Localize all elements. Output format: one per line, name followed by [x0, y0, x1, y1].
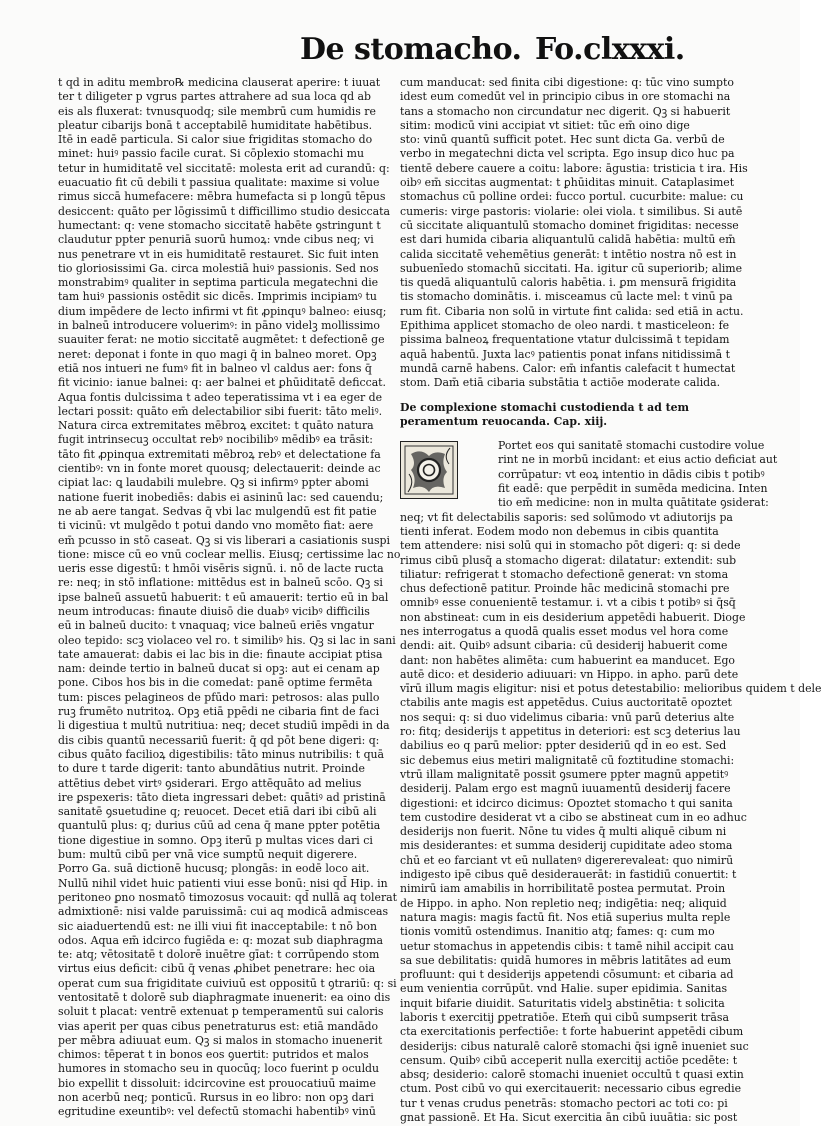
text-line: tum: pisces pelagineos de pfūdo mari: petrosos: alas pullo: [58, 690, 380, 704]
text-line: natione fuerit inobediēs: dabis ei asininū lac: sed cauendu;: [58, 490, 384, 504]
text-line: sitim: modicū vini accipiat vt sitiet: tūc em̄ oino dige: [400, 118, 690, 132]
text-line: rimus siccā humefacere: mēbra humefacta si p longū tēpus: [58, 190, 386, 204]
text-line: nos sequi: q: si duo videlimus cibaria: vnū parū deterius alte: [400, 710, 735, 724]
text-line: aquā habentū. Juxta lacꝰ patientis ponat infans nitidissimā t: [400, 347, 731, 361]
text-line: censum. Quibꝰ cibū acceperit nulla exercitij actiōe pcedēte: t: [400, 1053, 738, 1067]
chapter-heading-line: peramentum reuocanda. Cap. xiij.: [400, 414, 608, 428]
running-title: De stomacho.: [300, 32, 522, 67]
text-line: digestioni: et idcirco dicimus: Opoztet stomacho t qui sanita: [400, 796, 733, 810]
text-line: tionis vomitū ostendimus. Inanitio atq; fames: q: cum mo: [400, 925, 715, 939]
text-line: nes interrogatus a quodā qualis esset modus vel hora come: [400, 624, 729, 638]
text-line: tienti inferat. Eodem modo non debemus in cibis quantita: [400, 524, 719, 538]
text-line: stomachus cū polline ordei: fucco portul. cucurbite: malue: cu: [400, 190, 744, 204]
text-line: virtus eius deficit: cibū q̄ venas ꝓhibet penetrare: hec oia: [58, 962, 376, 976]
text-line: humores in stomacho seu in quocūq; loco fuerint p oculdu: [58, 1062, 380, 1076]
paragraph-gap: [400, 391, 743, 401]
chapter-heading: [400, 401, 743, 430]
text-line: tiliatur: refrigerat t stomacho defectionē generat: vn stoma: [400, 567, 729, 581]
text-line: tetur in humiditatē vel siccitatē: molesta erit ad curandū: q:: [58, 161, 390, 175]
text-line: vias aperit per quas cibus penetraturus est: etiā mandādo: [58, 1019, 379, 1033]
text-line: absq; desiderio: calorē stomachi inueniet occultū t quasi extin: [400, 1068, 744, 1082]
text-line: Portet eos qui sanitatē stomachi custodire volue: [498, 439, 765, 453]
text-line: tione digestiue in somno. Opꝫ iterū p multas vices dari ci: [58, 833, 373, 847]
text-line: desiccent: quāto per lōgissimū t difficillimo studio desiccata: [58, 204, 390, 218]
text-line: gnat passionē. Et Ha. Sicut exercitia ān cibū iuuātia: sic post: [400, 1111, 738, 1125]
text-line: to dure t tarde digerit: tanto abundātius nutrit. Proinde: [58, 762, 365, 776]
text-line: rum fit. Cibaria non solū in virtute fint calida: sed etiā in actu.: [400, 304, 744, 318]
text-line: eū in balneū ducito: t vnaquaq; vice balneū eriēs vngatur: [58, 619, 374, 633]
text-line: tio em̄ medicine: non in multa quātitate ꝯsiderat:: [498, 496, 769, 510]
text-line: dis cibis quantū necessariū fuerit: q̄ qd pōt bene digeri: q:: [58, 733, 380, 747]
text-line: stom. Dam̄ etiā cibaria substātia t actiōe moderate calida.: [400, 376, 721, 390]
text-line: est dari humida cibaria aliquantulū calidā habētia: multū em̄: [400, 233, 736, 247]
left-text-column: [58, 76, 401, 1120]
text-line: pissima balneoꝝ frequentatione vtatur dulcissimā t tepidam: [400, 333, 730, 347]
text-line: autē dico: et desiderio adiuuari: vn Hippo. in apho. parū dete: [400, 667, 739, 681]
text-line: minet: huiꝰ passio facile curat. Si cōplexio stomachi mu: [58, 147, 365, 161]
text-line: eis als fluxerat: tvnusquodq; sile membrū cum humidis re: [58, 104, 376, 118]
text-line: verbo in megatechni dicta vel scripta. Ego insup dico huc pa: [400, 147, 735, 161]
text-line: ne ab aere tangat. Sedvas q̄ vbi lac mulgendū est fit patie: [58, 504, 377, 518]
text-line: Natura circa extremitates mēbroꝝ excitet: t quāto natura: [58, 419, 374, 433]
text-line: tur t venas crudus penetrās: stomacho pectori ac toti co: pi: [400, 1096, 728, 1110]
chapter-heading-line: De complexione stomachi custodienda t ad tem: [400, 400, 690, 414]
text-line: laboris t exercitij ꝑpetratiōe. Etem̄ qui cibū sumpserit trāsa: [400, 1011, 729, 1024]
text-line: fit eadē: que perpēdit in sumēda medicina. Inten: [498, 482, 768, 496]
text-line: re: neq; in stō inflatione: mittēdus est in balneū scōo. Qꝫ si: [58, 576, 383, 590]
text-line: mis desiderantes: et summa desiderij cupiditate adeo stoma: [400, 839, 733, 853]
text-line: tans a stomacho non circundatur nec digerit. Qꝫ si habuerit: [400, 104, 731, 118]
text-line: Nullū nihil videt huic patienti viui esse bonū: nisi qd̄ Hip. in: [58, 876, 388, 890]
text-line: fit vicinio: ianue balnei: q: aer balnei et ꝑhūiditatē deficcat.: [58, 376, 387, 390]
text-line: non abstineat: cum in eis desiderium appetēdi habuerit. Dioge: [400, 610, 746, 624]
text-line: bum: multū cibū per vnā vice sumptū nequit digerere.: [58, 848, 358, 862]
decorated-initial-o: [400, 441, 458, 499]
text-line: nus penetrare vt in eis humiditatē restauret. Sic fuit inten: [58, 247, 379, 261]
text-line: chū et eo farciant vt eū nullatenꝰ digererevaleat: quo nimirū: [400, 853, 734, 867]
text-line: sic aiaduertendū est: ne illi viui fit inacceptabile: t nō bon: [58, 919, 377, 933]
text-line: pleatur cibarijs bonā t acceptabilē humiditate habētibus.: [58, 118, 373, 132]
text-line: nimirū iam amabilis in horribilitatē postea permutat. Proin: [400, 882, 726, 896]
text-line: soluit t placat: ventrē extenuat p temperamentū sui caloris: [58, 1005, 384, 1019]
text-line: ueris esse digestū: t hmōi visēris signū. i. nō de lacte ructa: [58, 562, 384, 576]
text-line: cibus quāto facilioꝝ digestibilis: tāto minus nutribilis: t quā: [58, 747, 385, 761]
text-line: sic debemus eius metiri malignitatē cū foztitudine stomachi:: [400, 753, 735, 767]
text-line: per mēbra adiuuat eum. Qꝫ si malos in stomacho inuenerit: [58, 1033, 383, 1047]
text-line: bio expellit t dissoluit: idcircovine est prouocatiuū maime: [58, 1076, 376, 1090]
text-line: peritoneo ꝑno nosmatō timozosus vocauit: qd̄ nullā aq tolerat: [58, 890, 398, 904]
text-line: rimus cibū plusq̄ a stomacho digerat: dilatatur: extendit: sub: [400, 553, 737, 567]
text-line: ipse balneū assuetū habuerit: t eū amauerit: tertio eū in bal: [58, 590, 389, 604]
text-line: desiderijs non fuerit. Nōne tu vides q̄ multi aliquē cibum ni: [400, 825, 727, 839]
text-line: Aqua fontis dulcissima t adeo teperatissima vt i ea eger de: [58, 390, 383, 404]
text-line: de Hippo. in apho. Non repletio neq; indigētia: neq; aliquid: [400, 896, 727, 910]
text-line: tis stomacho dominātis. i. misceamus cū lacte mel: t vinū pa: [400, 290, 733, 304]
text-line: euacuatio fit cū debili t passiua qualitate: maxime si volue: [58, 176, 380, 190]
text-line: tione: misce cū eo vnū coclear mellis. Eiusq; certissime lac no: [58, 547, 401, 561]
text-line: cum manducat: sed finita cibi digestione: q: tūc vino sumpto: [400, 76, 734, 89]
text-line: ctabilis ante magis est appetēdus. Cuius auctoritatē opoztet: [400, 696, 732, 710]
text-line: odos. Aqua em̄ idcirco fugiēda e: q: mozat sub diaphragma: [58, 933, 383, 947]
right-text-column: [400, 76, 821, 1125]
text-line: ter t diligeter p vgrus partes attrahere ad sua loca qd ab: [58, 90, 371, 104]
page-header: [300, 28, 720, 74]
text-line: subuenīedo stomachū siccitati. Ha. igitur cū superiorib; alime: [400, 261, 743, 275]
text-line: neret: deponat i fonte in quo magi q̄ in balneo moret. Opꝫ: [58, 347, 377, 361]
text-line: mundā carnē habens. Calor: em̄ infantis calefacit t humectat: [400, 361, 736, 375]
text-line: calida siccitatē vehemētius generāt: t intētio nostra nō est in: [400, 247, 737, 261]
text-line: Porro Ga. suā dictionē hucusq; plongās: in eodē loco ait.: [58, 862, 370, 876]
text-line: tio gloriosissimi Ga. circa molestiā huiꝰ passionis. Sed nos: [58, 261, 379, 275]
text-line: desiderijs: cibus naturalē calorē stomachi q̄si ignē inueniet suc: [400, 1039, 749, 1053]
text-line: cumeris: virge pastoris: violarie: olei viola. t similibus. Si autē: [400, 204, 743, 218]
text-line: natura magis: magis factū fit. Nos etiā superius multa reple: [400, 910, 731, 924]
text-line: rint ne in morbū incidant: et eius actio deficiat aut: [498, 453, 778, 467]
text-line: dabilius eo q parū melior: ppter desideriū qd̄ in eo est. Sed: [400, 739, 727, 753]
text-line: indigesto ipē cibus quē desiderauerāt: in fastidiū conuertit: t: [400, 868, 737, 882]
text-line: pone. Cibos hos bis in die comedat: panē optime fermēta: [58, 676, 373, 690]
right-column-text-top: [400, 76, 748, 391]
text-line: attētius debet virtꝰ ꝯsiderari. Ergo attēquāto ad melius: [58, 776, 362, 790]
text-line: suauiter ferat: ne motio siccitatē augmētet: t defectionē ge: [58, 333, 385, 347]
text-line: cientibꝰ: vn in fonte moret quousq; delectauerit: deinde ac: [58, 462, 381, 476]
text-line: quantulū plus: q; durius cūū ad cena q̄ mane ppter potētia: [58, 819, 381, 833]
text-line: tam huiꝰ passionis ostēdit sic dicēs. Imprimis incipiamꝰ tu: [58, 290, 377, 304]
text-line: ro: fitq; desiderijs t appetitus in deteriori: est scꝫ deterius lau: [400, 725, 741, 739]
text-line: dium impēdere de lecto infirmi vt fit ꝓpinquꝰ balneo: eiusq;: [58, 304, 387, 318]
text-line: tate amauerat: dabis ei lac bis in die: finaute accipiat ptisa: [58, 647, 383, 661]
text-line: fugit intrinsecuꝫ occultat rebꝰ nocibilibꝰ mēdibꝰ ea trāsit:: [58, 433, 373, 447]
text-line: sanitatē ꝯsuetudine q; reuocet. Decet etiā dari ibi cibū ali: [58, 805, 377, 819]
text-line: li digestiua t multū nutritiua: neq; decet studiū impēdi in da: [58, 719, 390, 733]
text-line: em̄ pcusso in stō caseat. Qꝫ si vis liberari a casiationis suspi: [58, 533, 391, 547]
right-column-text-bottom: [400, 510, 821, 1126]
text-line: omnibꝰ esse conuenientē testamur. i. vt a cibis t potibꝰ si q̄sq̄: [400, 596, 736, 610]
initial-paragraph: [400, 439, 778, 510]
text-line: ventositatē t dolorē sub diaphragmate inuenerit: ea oino dis: [58, 991, 391, 1004]
folio-number: Fo.clxxxi.: [535, 32, 685, 67]
text-line: ti vicinū: vt mulgēdo t potui dando vno momēto fiat: aere: [58, 519, 374, 533]
text-line: monstrabimꝰ qualiter in septima particula megatechni die: [58, 276, 379, 290]
text-line: eum venientia corrūpūt. vnd Halie. super epidimia. Sanitas: [400, 982, 728, 996]
text-line: neum introducas: finaute diuisō die duabꝰ vicibꝰ difficilis: [58, 604, 370, 618]
text-line: admixtionē: nisi valde paruissimā: cui aq modicā admisceas: [58, 905, 389, 919]
text-line: t qd in aditu membro℞ medicina clauserat aperire: t iuuat: [58, 76, 381, 89]
text-line: vīrū illum magis eligitur: nisi et potus detestabilio: melioribus quidem t dele: [400, 682, 821, 696]
text-line: desiderij. Palam ergo est magnū iuuamentū desiderij facere: [400, 782, 731, 796]
paragraph-gap: [400, 429, 743, 439]
text-line: sto: vinū quantū sufficit potet. Hec sunt dicta Ga. verbū de: [400, 133, 725, 147]
text-line: Itē in eadē particula. Si calor siue frigiditas stomacho do: [58, 133, 373, 147]
text-line: nam: deinde tertio in balneū ducat si opꝫ: aut ei cenam ap: [58, 662, 380, 676]
text-line: oleo tepido: scꝫ violaceo vel ro. t similibꝰ his. Qꝫ si lac in sani: [58, 633, 396, 647]
text-line: claudutur ppter penuriā suorū humoꝝ: vnde cibus neq; vi: [58, 233, 374, 247]
text-line: lectari possit: quāto em̄ delectabilior sibi fuerit: tāto meliꝰ.: [58, 404, 383, 418]
text-line: dendi: ait. Quibꝰ adsunt cibaria: cū desiderij habuerit come: [400, 639, 728, 653]
text-line: cū siccitate aliquantulū stomacho dominet frigiditas: necesse: [400, 218, 739, 232]
text-line: tis quedā aliquantulū caloris habētia. i. ꝑm mensurā frigidita: [400, 276, 737, 290]
text-line: ctum. Post cibū vo qui exercitauerit: necessario cibus egredie: [400, 1082, 742, 1096]
text-line: in balneū introducere voluerimꝰ: in pāno videlꝫ mollissimo: [58, 319, 380, 333]
text-line: te: atq; vētositatē t dolorē inuētre gīat: t corrūpendo stom: [58, 948, 380, 962]
text-line: cta exercitationis perfectiōe: t forte habuerint appetēdi cibum: [400, 1025, 744, 1039]
text-line: ruꝫ frumēto nutritoꝝ. Opꝫ etiā ppēdi ne cibaria fint de faci: [58, 705, 380, 719]
text-line: profluunt: qui t desiderijs appetendi cōsumunt: et cibaria ad: [400, 968, 734, 982]
text-line: cipiat lac: ꝗ laudabili mulebre. Qꝫ si infirmꝰ ppter abomi: [58, 476, 369, 490]
text-line: vtrū illam malignitatē possit ꝯsumere ppter magnū appetitꝰ: [400, 767, 729, 781]
text-line: tientē debere cauere a coitu: labore: āgustia: tristicia t ira. His: [400, 161, 748, 175]
text-line: dant: non habētes alimēta: cum habuerint ea manducet. Ego: [400, 653, 735, 667]
text-line: chus defectionē patitur. Proinde hāc medicinā stomachi pre: [400, 582, 730, 596]
text-line: sa sue debilitatis: quidā humores in mēbris latitātes ad eum: [400, 953, 732, 967]
text-line: idest eum comedūt vel in principio cibus in ore stomachi na: [400, 90, 731, 104]
text-line: ire ꝑspexeris: tāto dieta ingressari debet: quātiꝰ ad pristinā: [58, 790, 386, 804]
text-line: tem custodire desiderat vt a cibo se abstineat cum in eo adhuc: [400, 810, 747, 824]
text-line: etiā nos intueri ne fumꝰ fit in balneo vl caldus aer: fons q̄: [58, 361, 372, 375]
text-line: non acerbū neq; ponticū. Rursus in eo libro: non opꝫ dari: [58, 1091, 374, 1105]
text-line: humectant: q: vene stomacho siccitatē habēte ꝯstringunt t: [58, 218, 381, 232]
text-line: chimos: tēperat t in bonos eos ꝯuertit: putridos et malos: [58, 1048, 369, 1062]
text-line: neq; vt fit delectabilis saporis: sed solūmodo vt adiutorijs pa: [400, 510, 733, 524]
text-line: uetur stomachus in appetendis cibis: t tamē nihil accipit cau: [400, 939, 734, 953]
text-line: inquit bifarie diuidit. Saturitatis videlꝫ abstinētia: t solicita: [400, 996, 725, 1010]
text-line: tāto fit ꝓpinqua extremitati mēbroꝝ rebꝰ et delectatione fa: [58, 447, 381, 461]
text-line: operat cum sua frigiditate cuiviuū est oppositū t ꝯtrariū: q: si: [58, 976, 397, 990]
text-line: corrūpatur: vt eoꝝ intentio in dādis cibis t potibꝰ: [498, 467, 765, 481]
text-line: egritudine exeuntibꝰ: vel defectū stomachi habentibꝰ vinū: [58, 1105, 376, 1119]
text-line: Epithima applicet stomacho de oleo nardi. t masticeleon: fe: [400, 319, 730, 333]
text-line: tem attendere: nisi solū qui in stomacho pōt digeri: q: si dede: [400, 539, 741, 553]
text-line: oibꝰ em̄ siccitas augmentat: t ꝑhūiditas minuit. Cataplasimet: [400, 176, 735, 190]
